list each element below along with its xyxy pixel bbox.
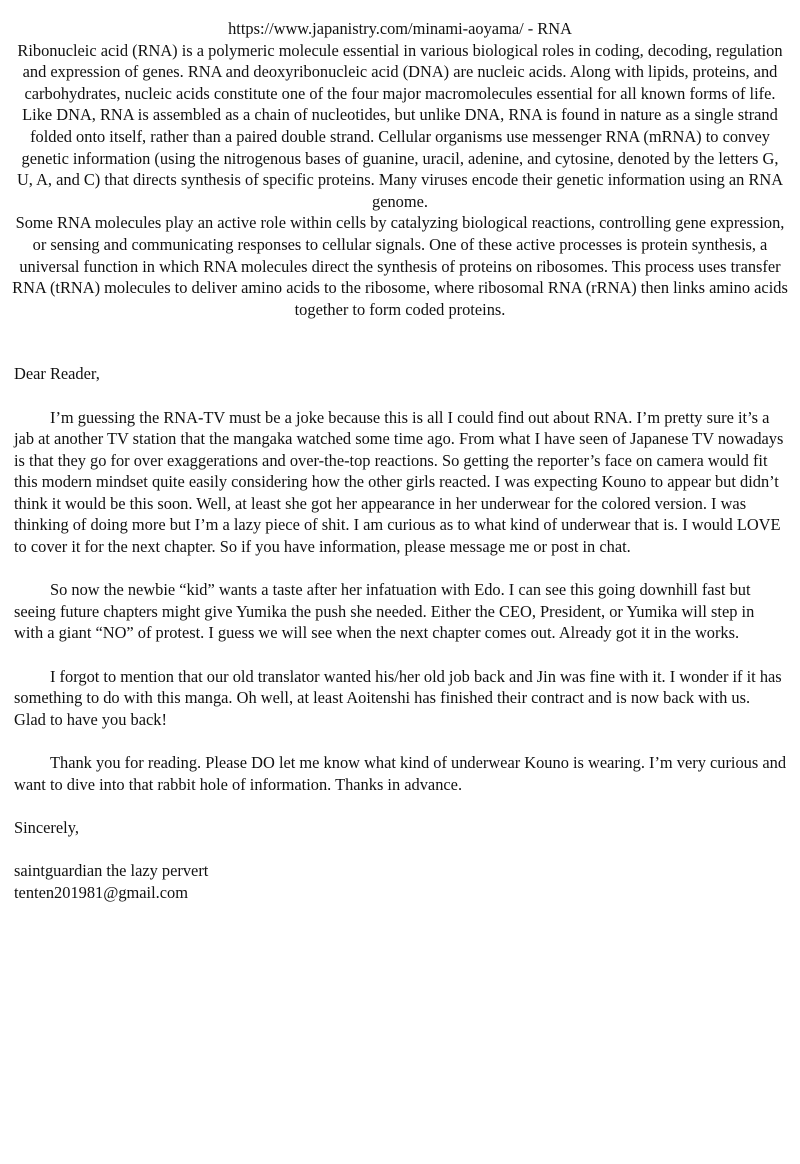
letter-paragraph: I forgot to mention that our old translator wanted his/her old job back and Jin was fine with it. I wonder if it has something to do with this manga. Oh well, at least Aoitenshi has finished their contract and is now back with us. Glad to have you back! [14, 666, 782, 729]
letter-paragraph: Thank you for reading. Please DO let me know what kind of underwear Kouno is wearing. I’m very curious and want to dive into that rabbit hole of information. Thanks in advance. [14, 753, 787, 794]
closing: Sincerely, [14, 817, 79, 837]
rna-function-paragraph: Some RNA molecules play an active role within cells by catalyzing biological reactions, controlling gene expression, or sensing and communicating responses to cellular signals. One of these active processes is protein synthesis, a universal function in which RNA molecules direct the synthesis of proteins on ribosomes. This process uses transfer RNA (tRNA) molecules to deliver amino acids to the ribosome, where ribosomal RNA (rRNA) then links amino acids together to form coded proteins. [12, 213, 788, 319]
rna-info-header [0, 0, 800, 320]
letter-body [0, 363, 800, 903]
signature-name: saintguardian the lazy pervert [14, 860, 209, 880]
signature [14, 860, 786, 903]
rna-definition-paragraph: Ribonucleic acid (RNA) is a polymeric molecule essential in various biological roles in coding, decoding, regulation and expression of genes. RNA and deoxyribonucleic acid (DNA) are nucleic acids. Along with lipids, proteins, and carbohydrates, nucleic acids constitute one of the four major macromolecules essential for all known forms of life. Like DNA, RNA is assembled as a chain of nucleotides, but unlike DNA, RNA is found in nature as a single strand folded onto itself, rather than a paired double strand. Cellular organisms use messenger RNA (mRNA) to convey genetic information (using the nitrogenous bases of guanine, uracil, adenine, and cytosine, denoted by the letters G, U, A, and C) that directs synthesis of specific proteins. Many viruses encode their genetic information using an RNA genome. [16, 40, 784, 211]
letter-paragraph: So now the newbie “kid” wants a taste after her infatuation with Edo. I can see this going downhill fast but seeing future chapters might give Yumika the push she needed. Either the CEO, President, or Yumika will step in with a giant “NO” of protest. I guess we will see when the next chapter comes out. Already got it in the works. [14, 580, 755, 643]
letter-paragraph: I’m guessing the RNA-TV must be a joke because this is all I could find out about RNA. I’m pretty sure it’s a jab at another TV station that the mangaka watched some time ago. From what I have seen of Japanese TV nowadays is that they go for over exaggerations and over-the-top reactions. So getting the reporter’s face on camera would fit this modern mindset quite easily considering how the other girls reacted. I was expecting Kouno to appear but didn’t think it would be this soon. Well, at least she got her appearance in her underwear for the colored version. I was thinking of doing more but I’m a lazy piece of shit. I am curious as to what kind of underwear that is. I would LOVE to cover it for the next chapter. So if you have information, please message me or post in chat. [14, 407, 784, 557]
signature-email: tenten201981@gmail.com [14, 882, 188, 902]
source-url-line: https://www.japanistry.com/minami-aoyama/ - RNA [228, 19, 572, 38]
salutation: Dear Reader, [14, 364, 100, 384]
